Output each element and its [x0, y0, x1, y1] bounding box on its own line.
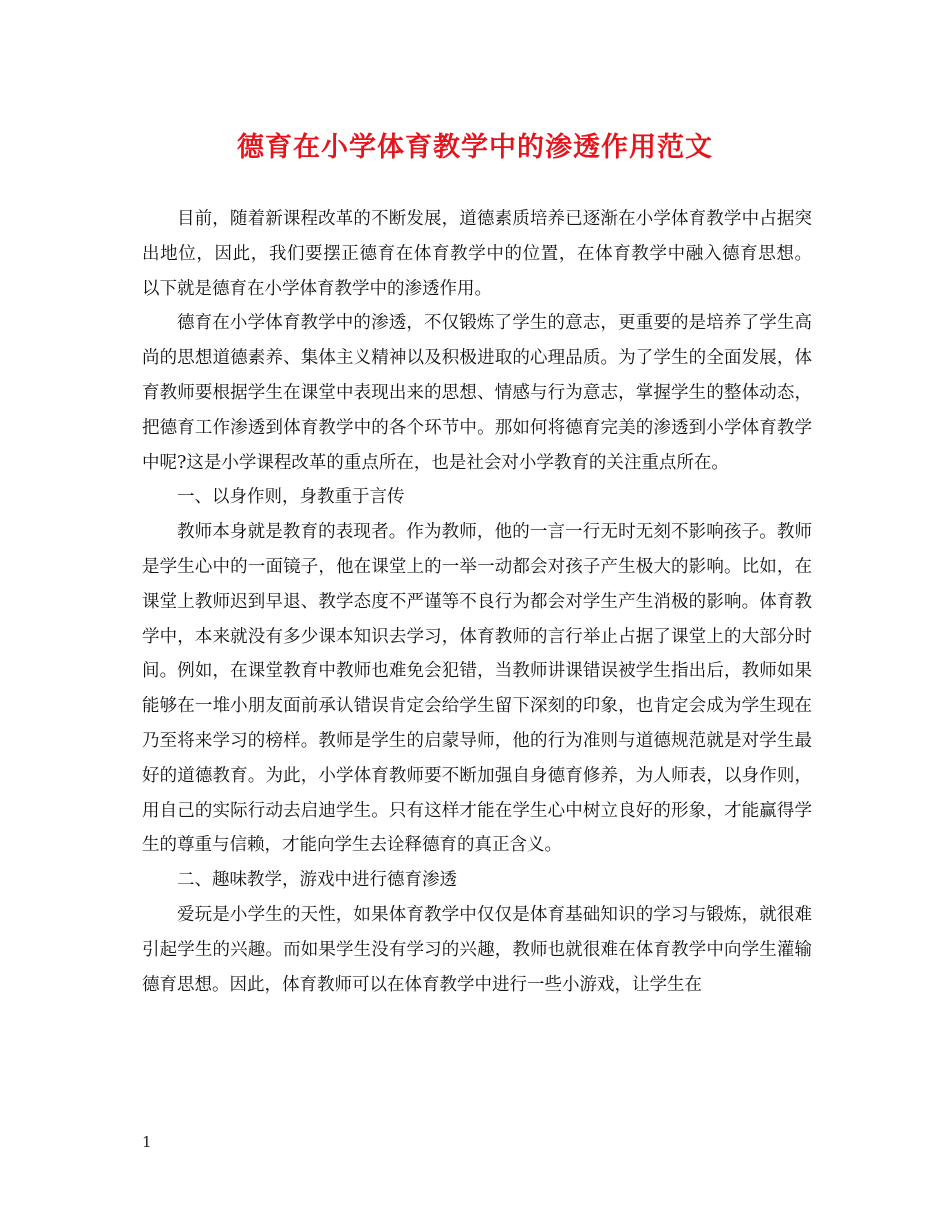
section-heading-1: 一、以身作则，身教重于言传: [177, 487, 405, 508]
paragraph-section-2: 爱玩是小学生的天性，如果体育教学中仅仅是体育基础知识的学习与锻炼，就很难引起学生的兴趣。而如果学生没有学习的兴趣，教师也就很难在体育教学中向学生灌输德育思想。因此，体育教师可以在体育教学中进行一些小游戏，让学生在: [142, 904, 812, 995]
page-number: 1: [142, 1133, 152, 1151]
section-heading-2: 二、趣味教学，游戏中进行德育渗透: [177, 870, 457, 891]
paragraph-overview: 德育在小学体育教学中的渗透，不仅锻炼了学生的意志，更重要的是培养了学生高尚的思想道德素养、集体主义精神以及积极进取的心理品质。为了学生的全面发展，体育教师要根据学生在课堂中表现出来的思想、情感与行为意志，掌握学生的整体动态，把德育工作渗透到体育教学中的各个环节中。那如何将德育完美的渗透到小学体育教学中呢?这是小学课程改革的重点所在，也是社会对小学教育的关注重点所在。: [142, 313, 812, 473]
document-title: 德育在小学体育教学中的渗透作用范文: [237, 132, 713, 163]
paragraph-section-1: 教师本身就是教育的表现者。作为教师，他的一言一行无时无刻不影响孩子。教师是学生心中的一面镜子，他在课堂上的一举一动都会对孩子产生极大的影响。比如，在课堂上教师迟到早退、教学态度不严谨等不良行为都会对学生产生消极的影响。体育教学中，本来就没有多少课本知识去学习，体育教师的言行举止占据了课堂上的大部分时间。例如，在课堂教育中教师也难免会犯错，当教师讲课错误被学生指出后，教师如果能够在一堆小朋友面前承认错误肯定会给学生留下深刻的印象，也肯定会成为学生现在乃至将来学习的榜样。教师是学生的启蒙导师，他的行为准则与道德规范就是对学生最好的道德教育。为此，小学体育教师要不断加强自身德育修养，为人师表，以身作则，用自己的实际行动去启迪学生。只有这样才能在学生心中树立良好的形象，才能赢得学生的尊重与信赖，才能向学生去诠释德育的真正含义。: [142, 522, 812, 856]
paragraph-intro: 目前，随着新课程改革的不断发展，道德素质培养已逐渐在小学体育教学中占据突出地位，因此，我们要摆正德育在体育教学中的位置，在体育教学中融入德育思想。 以下就是德育在小学体育教学中的渗透作用。: [142, 209, 812, 299]
document-body: [142, 202, 812, 1002]
